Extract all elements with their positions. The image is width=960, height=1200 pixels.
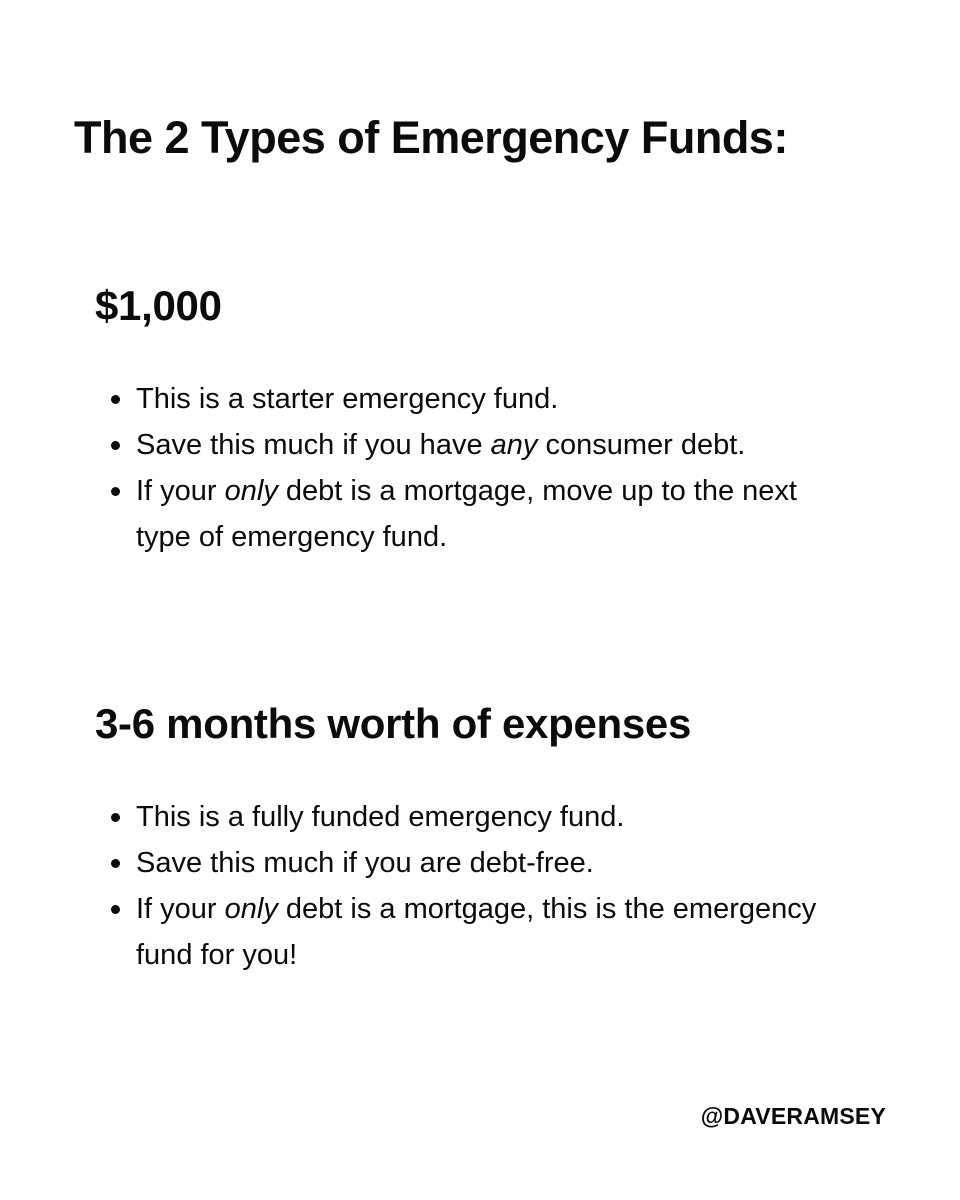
section-full-fund [95, 698, 895, 978]
bullet-text: This is a starter emergency fund. [136, 383, 559, 415]
bullet-item [95, 376, 856, 422]
section-heading: 3-6 months worth of expenses [95, 700, 692, 747]
bullet-item [95, 422, 856, 468]
bullet-dot-icon [111, 859, 120, 868]
bullet-text: consumer debt. [537, 429, 746, 461]
bullet-item [95, 886, 856, 978]
bullet-text: debt is a mortgage, move up to the next type of emergency fund. [136, 475, 797, 553]
bullet-text: If your [136, 475, 225, 507]
bullet-item [95, 840, 856, 886]
bullet-text: Save this much if you have [136, 429, 491, 461]
bullet-dot-icon [111, 441, 120, 450]
bullet-dot-icon [111, 905, 120, 914]
bullet-text: If your [136, 893, 225, 925]
bullet-item [95, 794, 856, 840]
section-heading: $1,000 [95, 282, 222, 329]
bullet-item [95, 468, 856, 560]
bullet-text: Save this much if you are debt-free. [136, 847, 594, 879]
section-starter-fund [95, 280, 895, 560]
bullet-text: debt is a mortgage, this is the emergency fund for you! [136, 893, 817, 971]
bullet-list [95, 794, 895, 978]
bullet-dot-icon [111, 395, 120, 404]
bullet-emphasis: only [224, 475, 278, 507]
bullet-dot-icon [111, 487, 120, 496]
bullet-dot-icon [111, 813, 120, 822]
page-title: The 2 Types of Emergency Funds: [74, 112, 788, 163]
bullet-list [95, 376, 895, 560]
bullet-emphasis: only [224, 893, 278, 925]
bullet-text: This is a fully funded emergency fund. [136, 801, 625, 833]
bullet-emphasis: any [490, 429, 538, 461]
social-handle: @DAVERAMSEY [700, 1103, 886, 1129]
